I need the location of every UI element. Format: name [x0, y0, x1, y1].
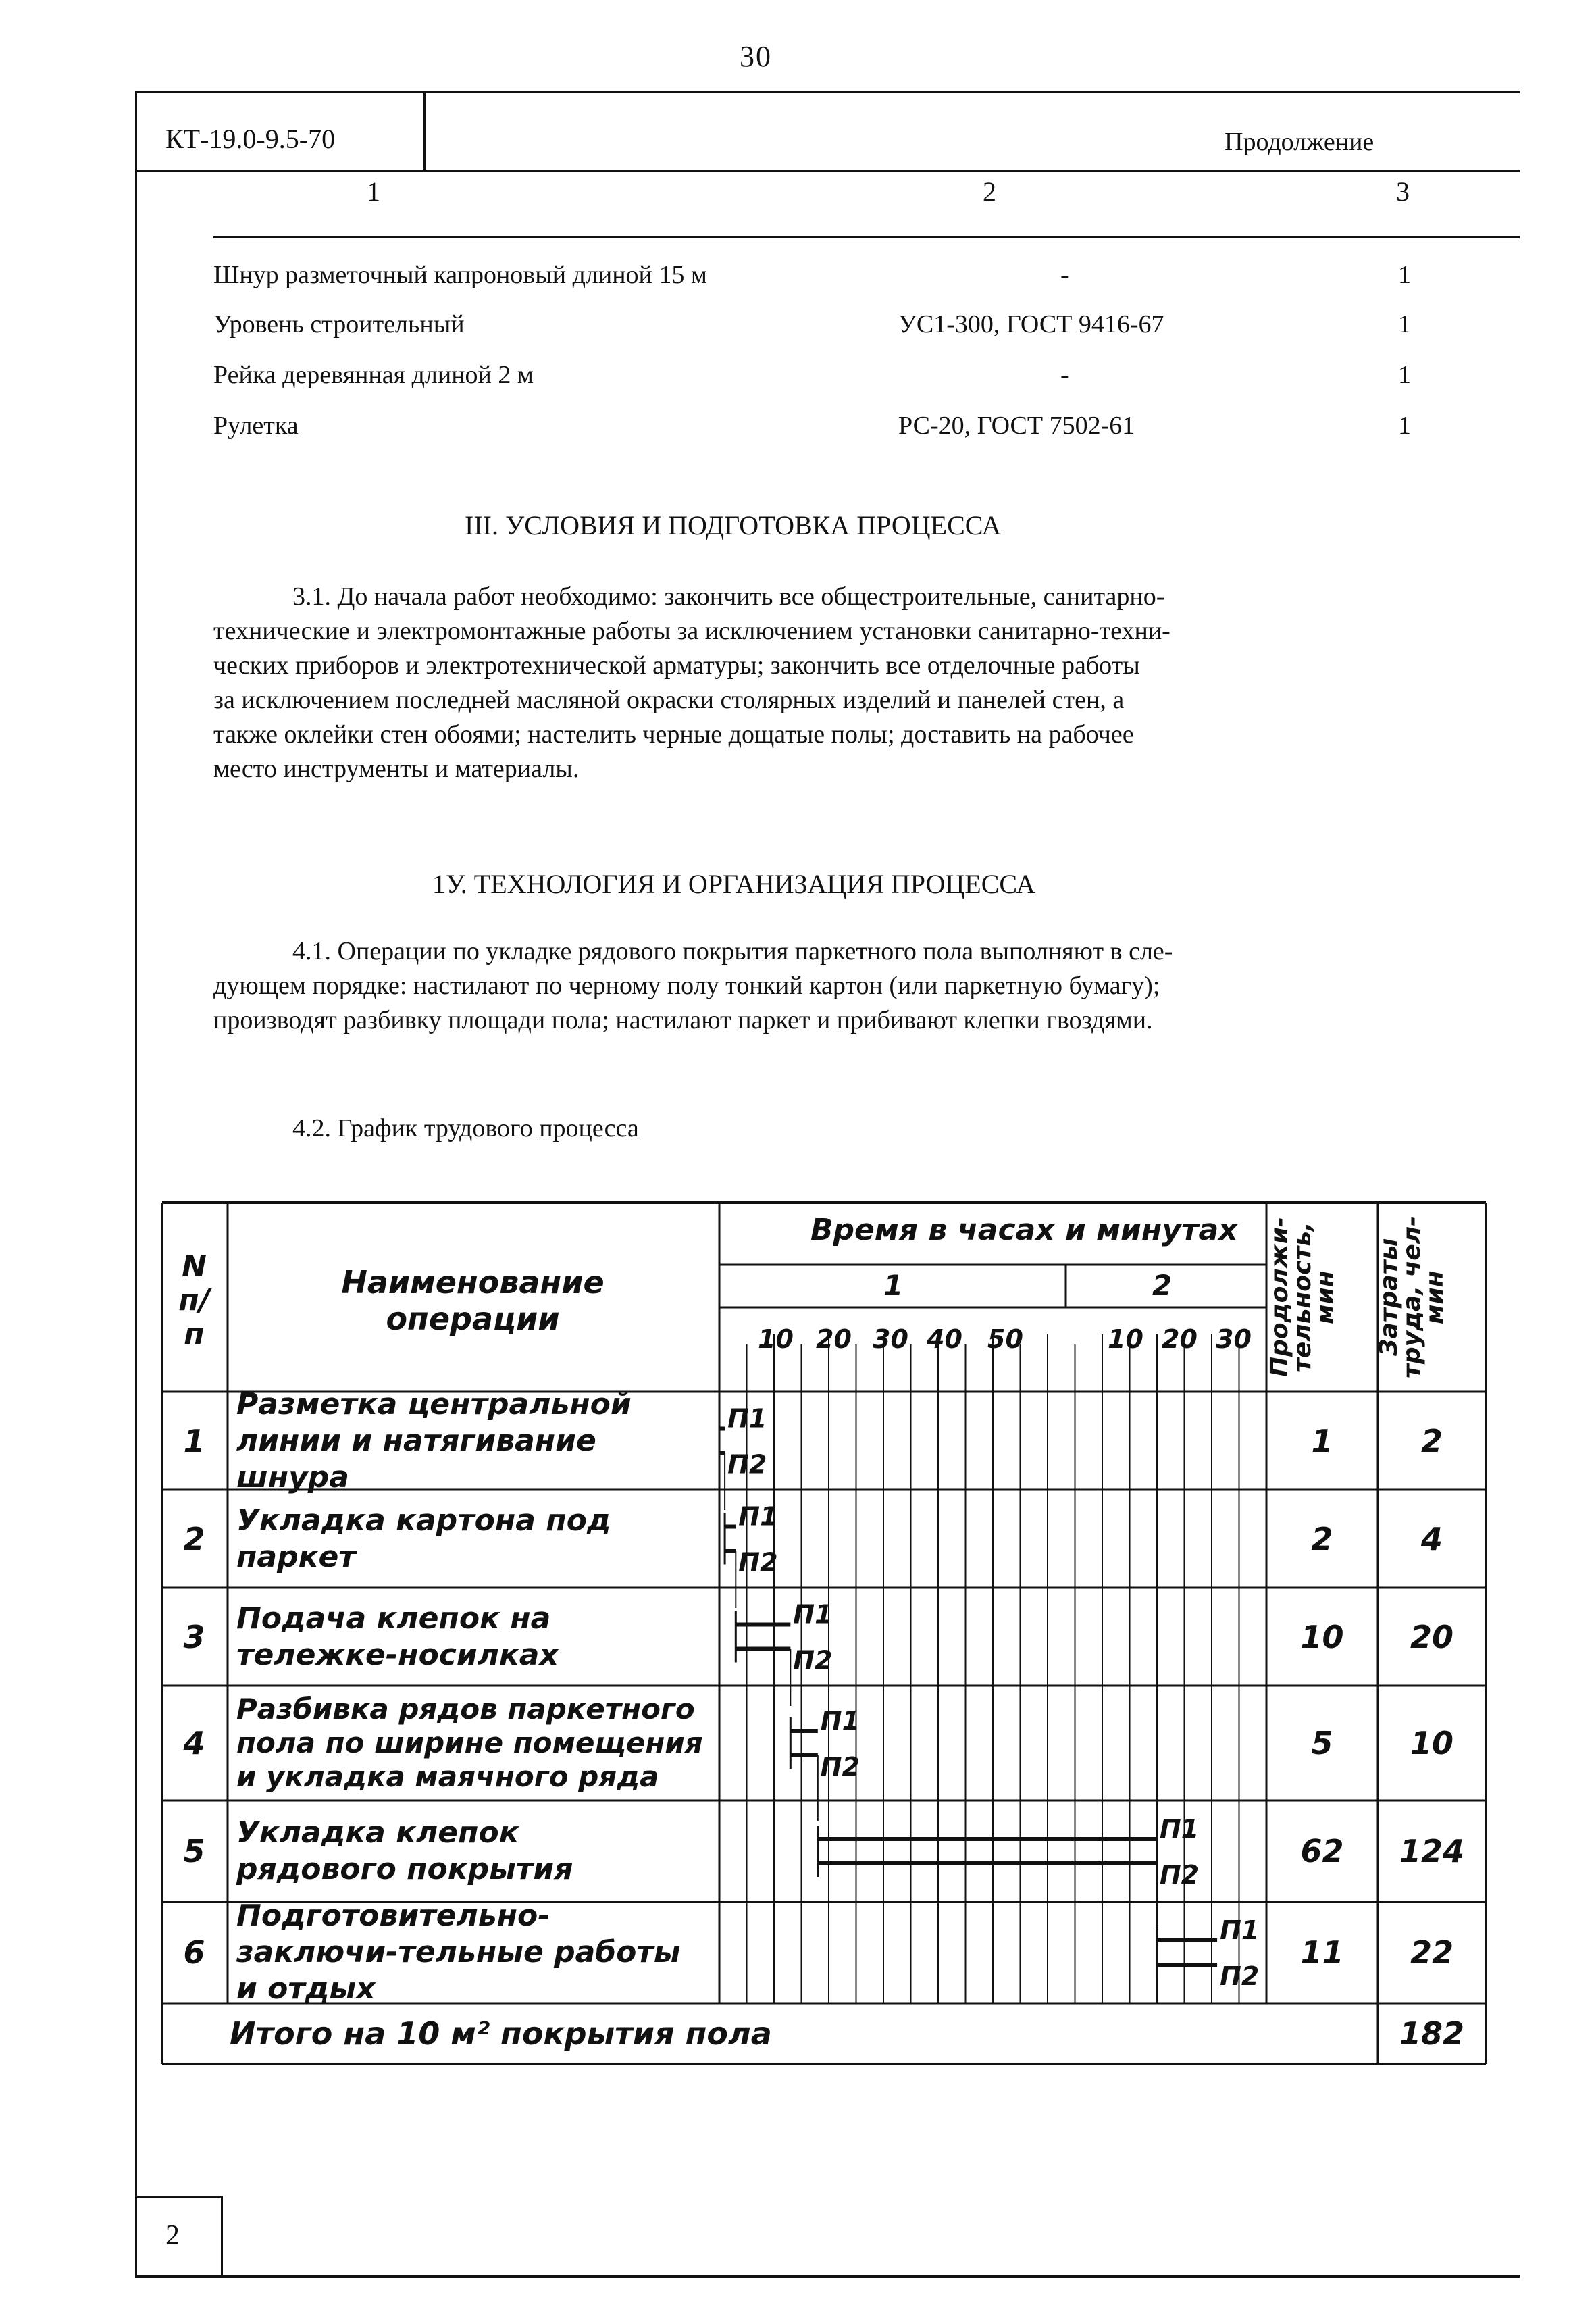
- minute-tick-label: 50: [987, 1324, 1023, 1354]
- schedule-header-hour2: 2: [1152, 1269, 1173, 1302]
- schedule-row-duration: 1: [1311, 1422, 1333, 1459]
- gantt-label-worker2: П2: [1220, 1961, 1260, 1991]
- schedule-row-num: 6: [183, 1934, 205, 1971]
- minute-tick-label: 40: [927, 1324, 962, 1354]
- tool-name: Рулетка: [213, 411, 299, 440]
- schedule-header-num: N п/п: [178, 1249, 210, 1351]
- schedule-row-labor: 4: [1420, 1520, 1443, 1557]
- schedule-total-label: Итого на 10 м² покрытия пола: [230, 2015, 772, 2052]
- gantt-label-worker2: П2: [820, 1752, 860, 1782]
- section3-heading: III. УСЛОВИЯ И ПОДГОТОВКА ПРОЦЕССА: [465, 510, 1002, 540]
- schedule-row-name: Разметка центральной линии и натягивание шнура: [236, 1386, 632, 1494]
- schedule-row-num: 3: [183, 1618, 205, 1655]
- schedule-caption: 4.2. График трудового процесса: [292, 1114, 639, 1142]
- schedule-row-duration: 11: [1300, 1934, 1344, 1971]
- tool-type: РС-20, ГОСТ 7502-61: [898, 411, 1135, 440]
- minute-tick-label: 30: [873, 1324, 908, 1354]
- schedule-header-labor: Затраты труда, чел-мин: [1375, 1215, 1449, 1379]
- schedule-row-name: Укладка клепок рядового покрытия: [236, 1815, 573, 1886]
- schedule-header-hour1: 1: [883, 1269, 904, 1302]
- schedule-row-labor: 22: [1410, 1934, 1453, 1971]
- schedule-row-name: Подача клепок на тележке-носилках: [236, 1601, 559, 1672]
- tool-name: Рейка деревянная длиной 2 м: [213, 361, 534, 389]
- schedule-header-duration: Продолжи-тельность, мин: [1266, 1217, 1339, 1378]
- schedule-header-time: Время в часах и минутах: [810, 1213, 1238, 1247]
- gantt-label-worker2: П2: [793, 1645, 833, 1676]
- tool-name: Шнур разметочный капроновый длиной 15 м: [213, 261, 707, 289]
- minute-tick-label: 10: [758, 1324, 794, 1354]
- page-number: 30: [740, 40, 772, 73]
- tool-qty: 1: [1398, 261, 1411, 289]
- section3-line: технические и электромонтажные работы за исключением установки санитарно-техни-: [213, 617, 1170, 645]
- section3-line: ческих приборов и электротехнической арматуры; закончить все отделочные работы: [213, 651, 1140, 680]
- gantt-label-worker1: П1: [1220, 1915, 1260, 1945]
- gantt-label-worker1: П1: [793, 1599, 833, 1630]
- schedule-row-labor: 124: [1399, 1833, 1465, 1869]
- schedule-row-labor: 20: [1410, 1618, 1453, 1655]
- schedule-row-duration: 62: [1300, 1833, 1344, 1869]
- schedule-row-num: 4: [183, 1725, 205, 1761]
- gantt-label-worker2: П2: [1160, 1860, 1200, 1890]
- sheet-box-right: [221, 2196, 223, 2277]
- col-number-1: 1: [367, 176, 380, 207]
- gantt-label-worker1: П1: [1160, 1814, 1200, 1844]
- section4-line: производят разбивку площади пола; настилают паркет и прибивают клепки гвоздями.: [213, 1006, 1153, 1034]
- tool-qty: 1: [1398, 361, 1411, 389]
- schedule-row-num: 1: [183, 1422, 205, 1459]
- schedule-row-num: 2: [183, 1520, 205, 1557]
- section4-line: дующем порядке: настилают по черному полу тонкий картон (или паркетную бумагу);: [213, 972, 1160, 1000]
- tool-type: -: [1060, 361, 1069, 389]
- section3-line: также оклейки стен обоями; настелить черные дощатые полы; доставить на рабочее: [213, 720, 1134, 749]
- schedule-row-name: Подготовительно-заключи-тельные работы и отдых: [236, 1898, 681, 2006]
- minute-tick-label: 30: [1216, 1324, 1252, 1354]
- section3-line: 3.1. До начала работ необходимо: закончить все общестроительные, санитарно-: [292, 582, 1165, 611]
- schedule-row-labor: 10: [1410, 1725, 1453, 1761]
- gantt-label-worker2: П2: [727, 1449, 767, 1480]
- minute-tick-label: 20: [1162, 1324, 1198, 1354]
- schedule-row-num: 5: [183, 1833, 205, 1869]
- sheet-number: 2: [165, 2220, 180, 2251]
- tool-type: -: [1060, 261, 1069, 289]
- schedule-row-labor: 2: [1420, 1422, 1443, 1459]
- schedule-row-name: Разбивка рядов паркетного пола по ширине помещения и укладка маячного ряда: [236, 1692, 703, 1793]
- minute-tick-label: 10: [1108, 1324, 1143, 1354]
- col-number-3: 3: [1396, 176, 1410, 207]
- schedule-row-name: Укладка картона под паркет: [236, 1503, 611, 1574]
- gantt-label-worker1: П1: [820, 1706, 860, 1736]
- section4-heading: 1У. ТЕХНОЛОГИЯ И ОРГАНИЗАЦИЯ ПРОЦЕССА: [432, 869, 1035, 899]
- schedule-header-name: Наименование операции: [341, 1264, 604, 1337]
- tool-qty: 1: [1398, 411, 1411, 440]
- schedule-total-value: 182: [1399, 2015, 1465, 2052]
- section3-line: за исключением последней масляной окраски столярных изделий и панелей стен, а: [213, 686, 1125, 714]
- gantt-label-worker1: П1: [727, 1403, 767, 1434]
- gantt-label-worker1: П1: [738, 1501, 778, 1532]
- header-continuation: Продолжение: [1225, 128, 1374, 156]
- section3-line: место инструменты и материалы.: [213, 755, 580, 783]
- sheet-box-top: [135, 2196, 223, 2198]
- tool-type: УС1-300, ГОСТ 9416-67: [898, 310, 1164, 338]
- header-code: КТ-19.0-9.5-70: [165, 124, 336, 154]
- minute-tick-label: 20: [816, 1324, 852, 1354]
- gantt-label-worker2: П2: [738, 1547, 778, 1578]
- schedule-row-duration: 5: [1311, 1725, 1333, 1761]
- schedule-row-duration: 10: [1300, 1618, 1344, 1655]
- tool-name: Уровень строительный: [213, 310, 465, 338]
- schedule-row-duration: 2: [1311, 1520, 1333, 1557]
- col-number-2: 2: [983, 176, 996, 207]
- section4-line: 4.1. Операции по укладке рядового покрытия паркетного пола выполняют в сле-: [292, 937, 1173, 965]
- tool-qty: 1: [1398, 310, 1411, 338]
